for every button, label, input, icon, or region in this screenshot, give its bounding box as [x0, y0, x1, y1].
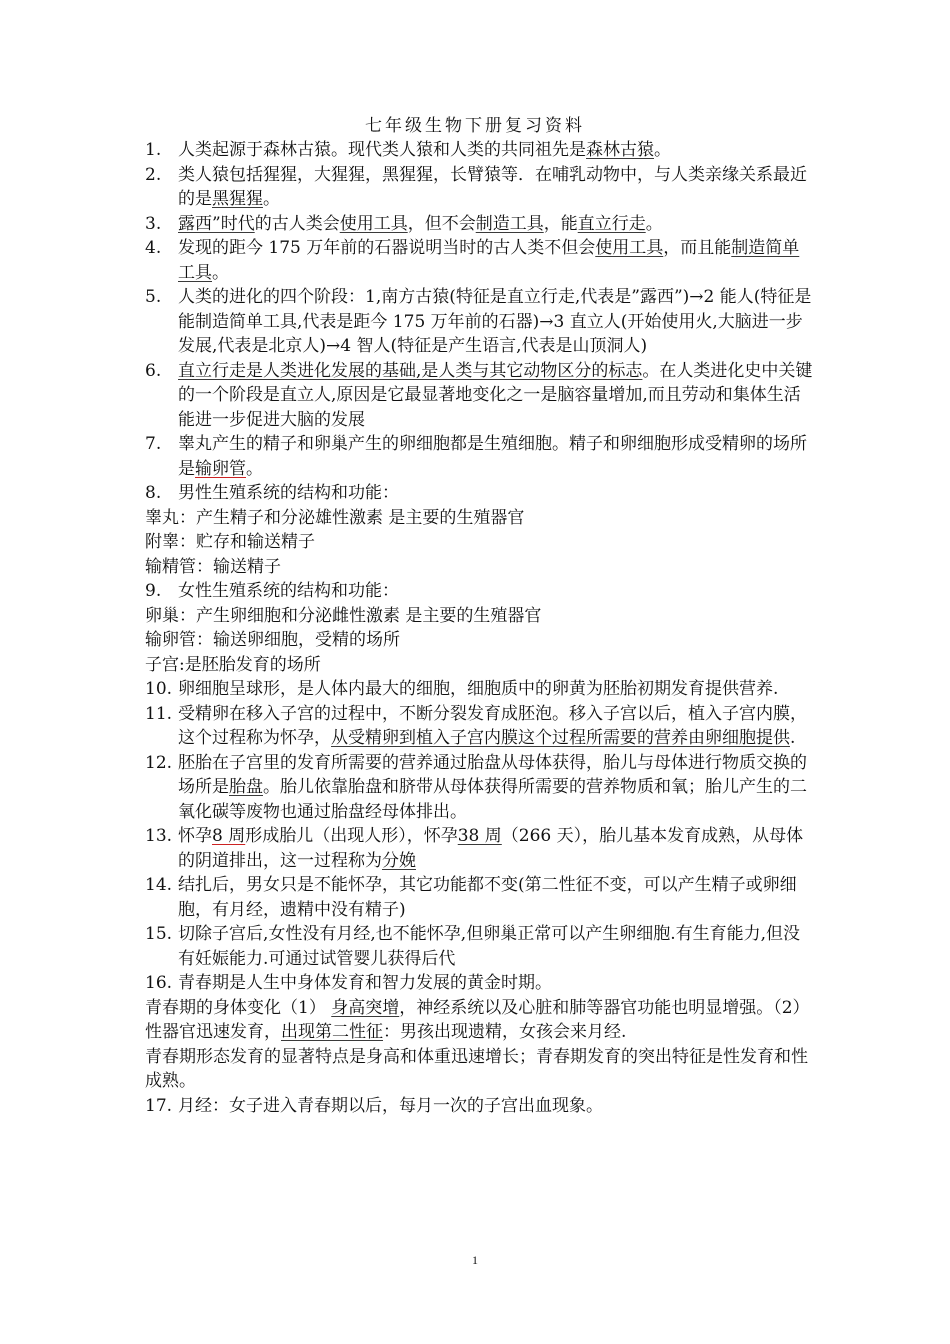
item-text	[178, 971, 813, 996]
item-text: 女性生殖系统的结构和功能：	[178, 581, 399, 601]
underlined-text: 直立行走	[577, 213, 646, 234]
list-item	[145, 138, 813, 163]
puberty-paragraph-2: 青春期形态发育的显著特点是身高和体重迅速增长；青春期发育的突出特征是性发育和性成熟。	[145, 1046, 808, 1091]
item-number: 1.	[145, 140, 162, 160]
underlined-text: 从受精卵到植入子宫内膜这个过程所需要的营养由卵细胞提供	[331, 728, 790, 748]
text-segment: ，但不会	[407, 213, 476, 234]
item-text	[178, 922, 813, 971]
list-item	[145, 702, 813, 751]
text-segment: 男性生殖系统的结构和功能：	[178, 483, 399, 503]
item-text	[178, 138, 813, 163]
underlined-text: 使用工具	[595, 238, 664, 258]
male-system-lines	[145, 506, 813, 580]
female-system-lines	[145, 604, 813, 678]
text-segment: 青春期的身体变化（1）	[145, 997, 332, 1018]
item-number: 6.	[145, 360, 162, 381]
text-segment: 怀孕	[178, 826, 212, 846]
list-item	[145, 677, 813, 702]
underlined-text: 使用工具	[339, 213, 408, 234]
list-item	[145, 212, 813, 237]
text-segment: ，能	[543, 213, 578, 234]
item-number: 3.	[145, 213, 162, 234]
text-line: 睾丸：产生精子和分泌雄性激素 是主要的生殖器官	[145, 507, 525, 528]
text-segment: 卵细胞呈球形，是人体内最大的细胞，细胞质中的卵黄为胚胎初期发育提供营养.	[178, 679, 779, 699]
text-segment: 的古人类会	[254, 213, 340, 234]
item-number: 15.	[145, 924, 173, 944]
text-segment: 胚胎在子宫里的发育所需要的营养通过胎盘从母体获得，胎儿与母体进行物质交换的场所是	[178, 752, 807, 797]
text-segment: 。胎儿依靠胎盘和脐带从母体获得所需要的营养物质和氧；胎儿产生的二氧化碳等废物也通过胎盘经母体排出。	[178, 777, 807, 822]
text-segment: 受精卵在移入子宫的过程中，不断分裂发育成胚泡。移入子宫以后，植入子宫内膜，这个过程称为怀孕，	[178, 703, 807, 748]
text-line: 输精管：输送精子	[145, 556, 281, 577]
text-segment: 人类的进化的四个阶段：1,南方古猿(特征是直立行走,代表是”露西”)→2 能人(特征是能制造简单工具,代表是距今 175 万年前的石器)→3 直立人(开始使用火,大脑进一步发展,代表是北京人)→4 智人(特征是产生语言,代表是山顶洞人)	[178, 287, 812, 356]
item-number: 7.	[145, 434, 162, 454]
item-number: 8.	[145, 483, 162, 503]
text-segment: 发现的距今 175 万年前的石器说明当时的古人类不但会	[178, 238, 596, 258]
text-segment: 。	[246, 458, 263, 479]
text-segment: ，神经系统以及心脏和肺等器官功能也明显增强。（2） 性器官迅速发育，	[145, 997, 810, 1042]
list-item	[145, 359, 813, 433]
item-number: 9.	[145, 581, 162, 601]
list-item	[145, 922, 813, 971]
text-segment: 。	[645, 213, 663, 234]
item-list-1	[145, 138, 813, 506]
item-text	[178, 432, 813, 481]
text-segment: 。	[263, 189, 280, 209]
item-text	[178, 236, 813, 285]
list-item	[145, 163, 813, 212]
document-body	[145, 138, 813, 1118]
text-segment: 睾丸产生的精子和卵巢产生的卵细胞都是生殖细胞。精子和卵细胞形成受精卵的场所是	[178, 434, 807, 479]
item-text	[178, 285, 813, 359]
item-text	[178, 702, 813, 751]
underlined-text: 分娩	[382, 850, 416, 871]
item-text: 月经：女子进入青春期以后，每月一次的子宫出血现象。	[178, 1095, 603, 1116]
underlined-text: 38 周	[457, 826, 502, 846]
text-line: 附睾：贮存和输送精子	[145, 532, 315, 552]
underlined-text: 直立行走是人类进化发展的基础,是人类与其它动物区分的标志	[178, 360, 643, 381]
underlined-text: 出现第二性征	[281, 1022, 383, 1042]
text-line: 卵巢：产生卵细胞和分泌雌性激素 是主要的生殖器官	[145, 605, 542, 626]
item-number: 16.	[145, 973, 173, 993]
text-segment: 结扎后，男女只是不能怀孕，其它功能都不变(第二性征不变，可以产生精子或卵细胞，有月经，遗精中没有精子)	[178, 875, 797, 920]
page-title: 七年级生物下册复习资料	[365, 116, 585, 136]
underlined-text: 输卵管	[195, 458, 246, 479]
text-segment: 青春期是人生中身体发育和智力发展的黄金时期。	[178, 973, 552, 993]
text-segment: 切除子宫后,女性没有月经,也不能怀孕,但卵巢正常可以产生卵细胞.有生育能力,但没有妊娠能力.可通过试管婴儿获得后代	[178, 924, 801, 969]
item-number: 13.	[145, 826, 173, 846]
page-number: 1	[472, 1253, 478, 1267]
item-number: 10.	[145, 679, 173, 699]
list-item	[145, 579, 813, 604]
text-segment: 。在人类进化史中关键的一个阶段是直立人,原因是它最显著地变化之一是脑容量增加,而且劳动和集体生活能进一步促进大脑的发展	[178, 360, 813, 430]
item-number: 17.	[145, 1095, 173, 1116]
underlined-text: 8 周	[212, 826, 246, 846]
list-item	[145, 236, 813, 285]
list-item	[145, 873, 813, 922]
item-text	[178, 873, 813, 922]
list-item	[145, 285, 813, 359]
underlined-text: 制造简单工具	[178, 238, 800, 283]
list-item	[145, 1094, 813, 1119]
item-number: 11.	[145, 703, 173, 724]
text-line: 子宫:是胚胎发育的场所	[145, 654, 321, 675]
item-list-2	[145, 677, 813, 996]
text-segment: ，而且能	[663, 238, 732, 258]
text-segment: .	[790, 728, 796, 748]
text-segment: （266 天），胎儿基本发育成熟，从母体的阴道排出，这一过程称为	[178, 826, 804, 871]
text-segment: 。	[654, 140, 671, 160]
item-text	[178, 824, 813, 873]
puberty-paragraph	[145, 996, 813, 1045]
underlined-text: 制造工具	[475, 213, 544, 234]
list-item	[145, 432, 813, 481]
list-item	[145, 824, 813, 873]
underlined-text: 露西”时代	[178, 213, 255, 234]
text-segment: 形成胎儿（出现人形），怀孕	[245, 826, 458, 846]
text-line: 输卵管：输送卵细胞，受精的场所	[145, 630, 400, 650]
underlined-text: 胎盘	[229, 777, 263, 797]
item-number: 5.	[145, 287, 162, 307]
list-item	[145, 751, 813, 825]
underlined-text: 黑猩猩	[212, 189, 263, 209]
item-text	[178, 359, 813, 433]
text-segment: 人类起源于森林古猿。现代类人猿和人类的共同祖先是	[178, 140, 586, 160]
item-number: 2.	[145, 164, 162, 185]
text-segment: 。	[212, 262, 229, 283]
item-text	[178, 163, 813, 212]
item-number: 14.	[145, 875, 173, 895]
text-segment: 类人猿包括猩猩，大猩猩，黑猩猩，长臂猿等．在哺乳动物中，与人类亲缘关系最近的是	[178, 164, 807, 209]
item-text	[178, 677, 813, 702]
underlined-text: 森林古猿	[586, 140, 654, 160]
list-item	[145, 481, 813, 506]
text-segment: ：男孩出现遗精，女孩会来月经.	[383, 1022, 627, 1042]
item-text	[178, 481, 813, 506]
item-number: 4.	[145, 238, 162, 258]
item-text	[178, 751, 813, 825]
list-item	[145, 971, 813, 996]
item-number: 12.	[145, 752, 173, 773]
underlined-text: 身高突增	[331, 997, 400, 1018]
item-text	[178, 212, 813, 237]
